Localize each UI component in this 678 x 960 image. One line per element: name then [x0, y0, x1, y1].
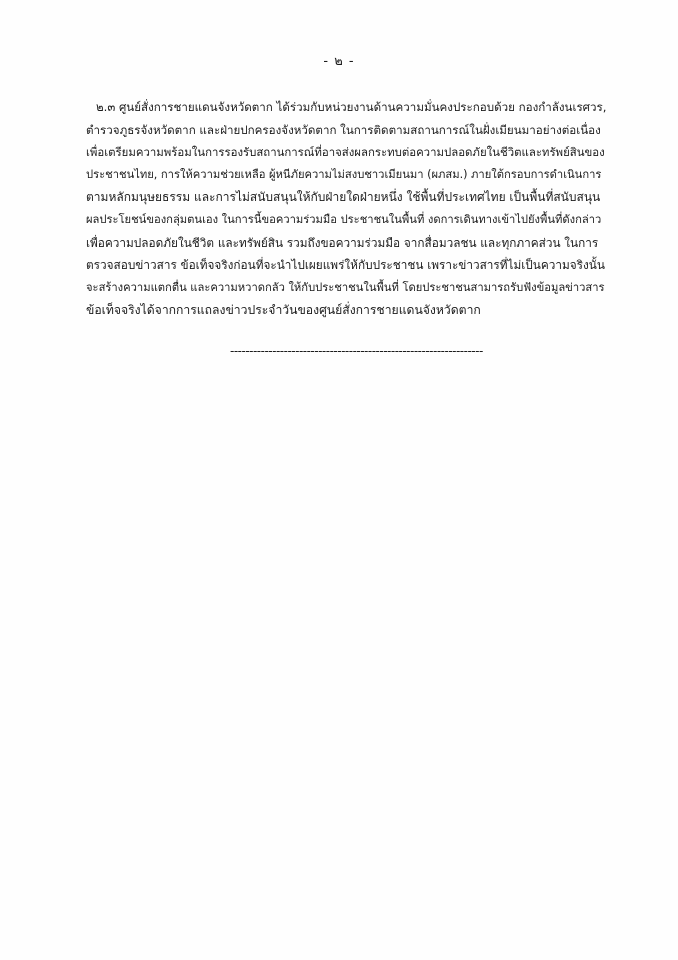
- paragraph-line: ผลประโยชน์ของกลุ่มตนเอง ในการนี้ขอความร่วมมือ ประชาชนในพื้นที่ งดการเดินทางเข้าไปยังพื้นที่ดังกล่าว: [86, 212, 602, 226]
- paragraph-line: เพื่อความปลอดภัยในชีวิต และทรัพย์สิน รวมถึงขอความร่วมมือ จากสื่อมวลชน และทุกภาคส่วน ในการ: [86, 235, 599, 250]
- paragraph-line: จะสร้างความแตกตื่น และความหวาดกลัว ให้กับประชาชนในพื้นที่ โดยประชาชนสามารถรับฟังข้อมูลข่าวสาร: [86, 280, 605, 294]
- end-separator: ------------------------------------------------------------------: [230, 344, 483, 358]
- page-number: - ๒ -: [323, 54, 355, 69]
- paragraph-line: เพื่อเตรียมความพร้อมในการรองรับสถานการณ์ที่อาจส่งผลกระทบต่อความปลอดภัยในชีวิตและทรัพย์สินของ: [86, 145, 605, 160]
- paragraph-line: ตรวจสอบข่าวสาร ข้อเท็จจริงก่อนที่จะนำไปเผยแพร่ให้กับประชาชน เพราะข่าวสารที่ไม่เป็นความจริงนั้น: [86, 258, 605, 273]
- paragraph-line: ๒.๓ ศูนย์สั่งการชายแดนจังหวัดตาก ได้ร่วมกับหน่วยงานด้านความมั่นคงประกอบด้วย กองกำลังนเรศวร,: [96, 100, 607, 114]
- paragraph-line: ตำรวจภูธรจังหวัดตาก และฝ่ายปกครองจังหวัดตาก ในการติดตามสถานการณ์ในฝั่งเมียนมาอย่างต่อเนื่อง: [86, 122, 601, 137]
- paragraph-line: ข้อเท็จจริงได้จากการแถลงข่าวประจำวันของศูนย์สั่งการชายแดนจังหวัดตาก: [86, 303, 481, 318]
- body-paragraph: [86, 96, 606, 322]
- paragraph-line: ตามหลักมนุษยธรรม และการไม่สนับสนุนให้กับฝ่ายใดฝ่ายหนึ่ง ใช้พื้นที่ประเทศไทย เป็นพื้นที่สนับสนุน: [86, 190, 601, 205]
- paragraph-line: ประชาชนไทย, การให้ความช่วยเหลือ ผู้หนีภัยความไม่สงบชาวเมียนมา (ผภสม.) ภายใต้กรอบการดำเนินการ: [86, 167, 602, 181]
